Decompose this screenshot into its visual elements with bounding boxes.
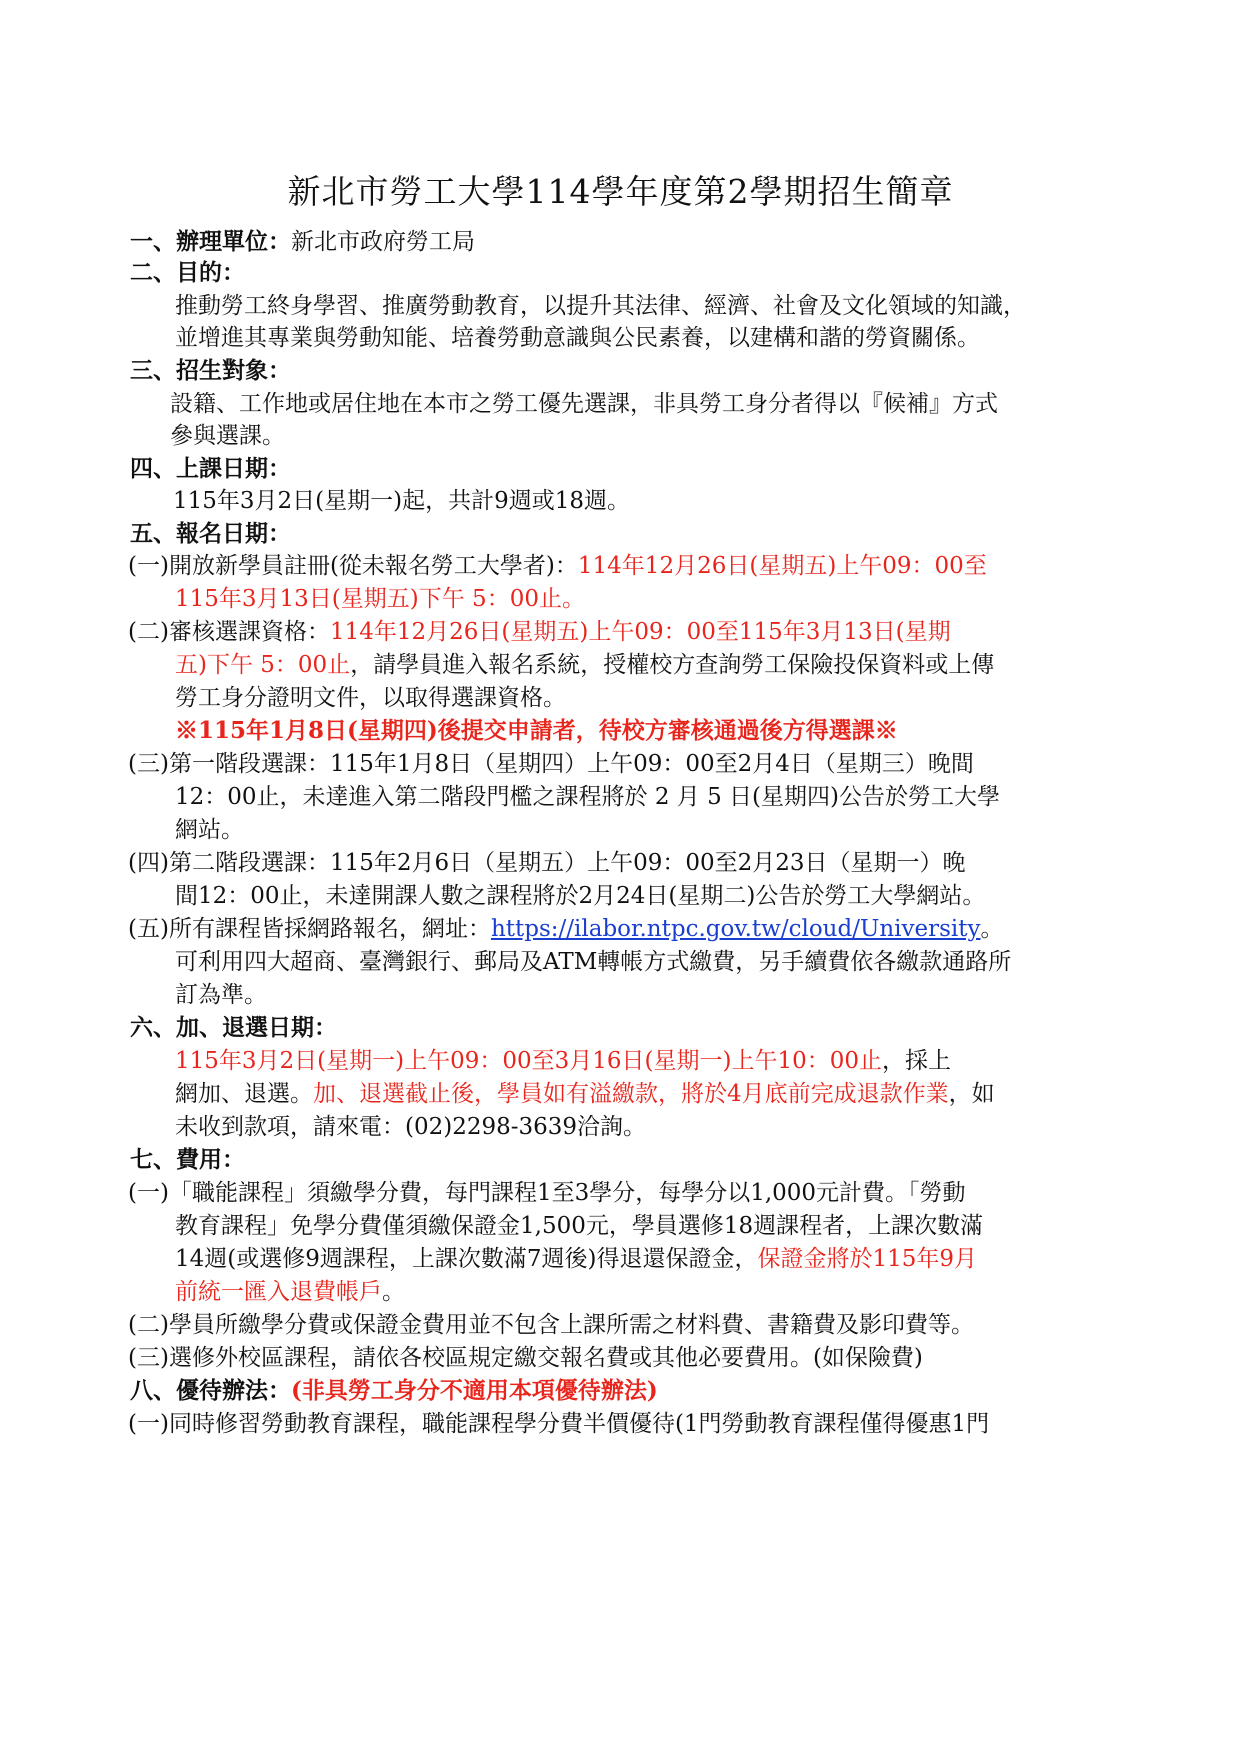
item-2-date-range: 114年12月26日(星期五)上午09：00至115年3月13日(星期 — [329, 619, 951, 645]
section-7-item-1-line-3 — [175, 1244, 977, 1274]
section-5-item-2-line-3: 勞工身分證明文件，以取得選課資格。 — [175, 685, 566, 711]
section-2-text-line-2: 並增進其專業與勞動知能、培養勞動意識與公民素養，以建構和諧的勞資關係。 — [175, 325, 980, 351]
section-1-line — [130, 227, 475, 257]
item-1-label: (一)開放新學員註冊(從未報名勞工大學者)： — [128, 553, 578, 579]
item-1-date-start: 114年12月26日(星期五)上午09：00至 — [577, 553, 987, 579]
section-5-item-5-line-2: 可利用四大超商、臺灣銀行、郵局及ATM轉帳方式繳費，另手續費依各繳款通路所 — [175, 949, 1012, 975]
item-5-end: 。 — [980, 916, 1004, 942]
section-5-item-2-line-2 — [175, 650, 994, 680]
section-6-line-3: 未收到款項，請來電：(02)2298-3639洽詢。 — [175, 1114, 647, 1140]
section-7-item-1-line-2: 教育課程」免學分費僅須繳保證金1,500元，學員選修18週課程者，上課次數滿 — [175, 1213, 984, 1239]
section-6-line-1-end: ，採上 — [882, 1048, 952, 1074]
section-6-line-2-start: 網加、退選。 — [175, 1081, 313, 1107]
item-5-label: (五)所有課程皆採網路報名，網址： — [128, 916, 491, 942]
section-1-value: 新北市政府勞工局 — [291, 229, 475, 255]
section-5-item-5-line-1 — [128, 914, 1004, 944]
section-5-item-3-line-1: (三)第一階段選課：115年1月8日（星期四）上午09：00至2月4日（星期三）晚間 — [128, 751, 974, 777]
section-4-text-line-1: 115年3月2日(星期一)起，共計9週或18週。 — [173, 488, 631, 514]
item-2-date-end: 五)下午 5：00止 — [175, 652, 351, 678]
section-7-item-1-end: 。 — [382, 1279, 405, 1305]
section-5-item-5-line-3: 訂為準。 — [175, 982, 267, 1008]
section-8-heading-line — [130, 1376, 658, 1406]
section-6-heading: 六、加、退選日期： — [130, 1014, 337, 1041]
section-5-item-2-note: ※115年1月8日(星期四)後提交申請者，待校方審核通過後方得選課※ — [175, 717, 898, 744]
item-2-label: (二)審核選課資格： — [128, 619, 330, 645]
section-7-heading: 七、費用： — [130, 1146, 245, 1173]
section-5-item-2-line-1 — [128, 617, 951, 647]
deposit-refund-method: 前統一匯入退費帳戶 — [175, 1279, 382, 1305]
section-3-text-line-1: 設籍、工作地或居住地在本市之勞工優先選課，非具勞工身分者得以『候補』方式 — [170, 391, 998, 417]
section-8-item-1: (一)同時修習勞動教育課程，職能課程學分費半價優待(1門勞動教育課程僅得優惠1門 — [128, 1411, 990, 1437]
section-5-heading: 五、報名日期： — [130, 520, 291, 547]
section-4-heading: 四、上課日期： — [130, 455, 291, 482]
section-7-item-1-line-1: (一)「職能課程」須繳學分費，每門課程1至3學分，每學分以1,000元計費。「勞動 — [128, 1180, 966, 1206]
section-7-item-1-line-4 — [175, 1277, 405, 1307]
add-drop-period: 115年3月2日(星期一)上午09：00至3月16日(星期一)上午10：00止 — [175, 1048, 883, 1074]
section-6-line-1 — [175, 1046, 951, 1076]
section-5-item-3-line-3: 網站。 — [175, 817, 244, 843]
section-5-item-4-line-1: (四)第二階段選課：115年2月6日（星期五）上午09：00至2月23日（星期一）晚 — [128, 850, 966, 876]
section-3-text-line-2: 參與選課。 — [170, 423, 285, 449]
refund-notice: 加、退選截止後，學員如有溢繳款，將於4月底前完成退款作業 — [313, 1081, 949, 1107]
section-3-heading: 三、招生對象： — [130, 357, 291, 384]
item-2-text: ，請學員進入報名系統，授權校方查詢勞工保險投保資料或上傳 — [350, 652, 995, 678]
section-6-line-2 — [175, 1079, 995, 1109]
section-7-item-3: (三)選修外校區課程，請依各校區規定繳交報名費或其他必要費用。(如保險費) — [128, 1345, 923, 1371]
section-5-item-3-line-2: 12：00止，未達進入第二階段門檻之課程將於 2 月 5 日(星期四)公告於勞工大學 — [175, 784, 1000, 810]
section-5-item-1-line-1 — [128, 551, 987, 581]
deposit-condition: 14週(或選修9週課程，上課次數滿7週後)得退還保證金， — [175, 1246, 758, 1272]
section-8-heading: 八、優待辦法： — [130, 1377, 291, 1404]
section-7-item-2: (二)學員所繳學分費或保證金費用並不包含上課所需之材料費、書籍費及影印費等。 — [128, 1312, 974, 1338]
section-2-heading: 二、目的： — [130, 259, 245, 286]
section-5-item-1-line-2: 115年3月13日(星期五)下午 5：00止。 — [175, 586, 585, 612]
section-2-text-line-1: 推動勞工終身學習、推廣勞動教育，以提升其法律、經濟、社會及文化領域的知識， — [175, 293, 1026, 319]
section-1-heading: 一、辦理單位： — [130, 228, 291, 255]
section-8-exception: (非具勞工身分不適用本項優待辦法) — [291, 1377, 658, 1404]
section-5-item-4-line-2: 間12：00止，未達開課人數之課程將於2月24日(星期二)公告於勞工大學網站。 — [175, 883, 986, 909]
registration-link[interactable]: https://ilabor.ntpc.gov.tw/cloud/University — [490, 916, 981, 942]
document-title: 新北市勞工大學114學年度第2學期招生簡章 — [287, 172, 954, 211]
deposit-refund-date: 保證金將於115年9月 — [757, 1246, 978, 1272]
section-6-line-2-end: ，如 — [948, 1081, 995, 1107]
